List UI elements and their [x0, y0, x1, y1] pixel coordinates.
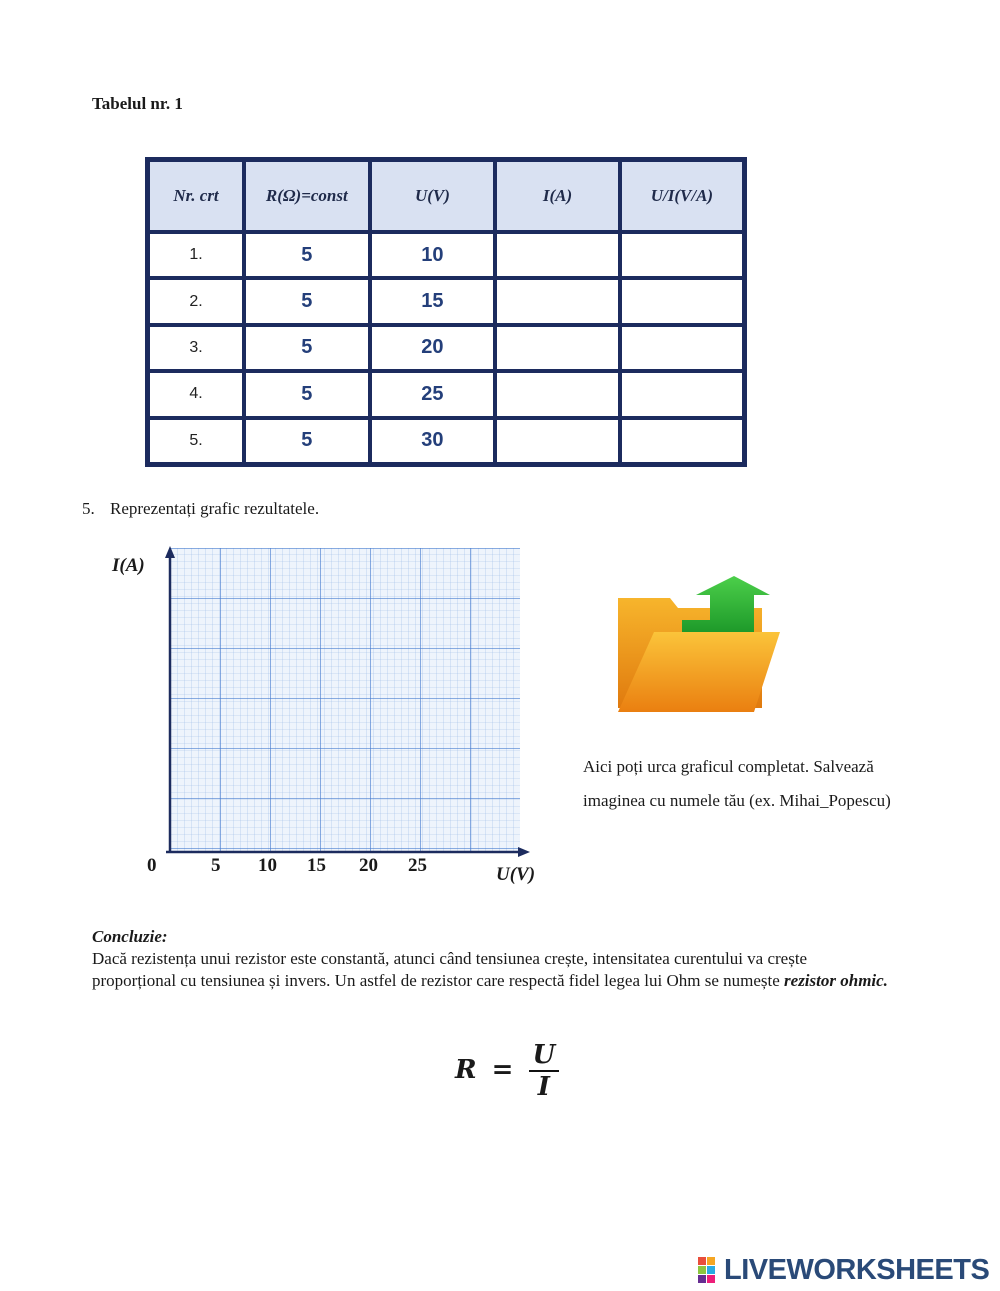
- current-input[interactable]: [495, 371, 620, 417]
- task-number: 5.: [82, 499, 95, 518]
- row-number: 5.: [148, 418, 244, 465]
- formula-equals: =: [491, 1055, 514, 1085]
- upload-line: Aici poți urca graficul completat. Salvează: [583, 757, 874, 776]
- conclusion-body: Dacă rezistența unui rezistor este constantă, atunci când tensiunea crește, intensitatea curentului va crește proporțional cu tensiunea și invers. Un astfel de rezistor care respectă fidel legea lui Ohm se numește: [92, 949, 808, 990]
- ratio-input[interactable]: [620, 232, 745, 278]
- header-ratio: U/I(V/A): [620, 160, 745, 233]
- logo-mark-icon: [698, 1257, 724, 1283]
- resistance-value: 5: [244, 325, 370, 371]
- data-table: [145, 157, 747, 467]
- ohm-formula: [455, 1040, 559, 1102]
- logo-text: LIVEWORKSHEETS: [724, 1253, 990, 1286]
- table-row: [148, 325, 745, 371]
- task-text: Reprezentați grafic rezultatele.: [110, 499, 320, 518]
- resistance-value: 5: [244, 232, 370, 278]
- voltage-value: 15: [370, 278, 496, 324]
- resistance-value: 5: [244, 278, 370, 324]
- folder-upload-icon[interactable]: [612, 560, 787, 730]
- formula-denominator: I: [537, 1072, 550, 1102]
- resistance-value: 5: [244, 418, 370, 465]
- table-title: Tabelul nr. 1: [92, 94, 183, 113]
- ratio-input[interactable]: [620, 371, 745, 417]
- x-tick-label: 10: [258, 855, 277, 876]
- table-row: [148, 232, 745, 278]
- header-voltage: U(V): [370, 160, 496, 233]
- voltage-value: 20: [370, 325, 496, 371]
- table-header-row: [148, 160, 745, 233]
- x-axis-label: U(V): [496, 864, 536, 885]
- x-axis-arrow: [518, 847, 530, 857]
- task-5: [82, 499, 319, 519]
- table-row: [148, 418, 745, 465]
- formula-lhs: R: [455, 1055, 477, 1085]
- row-number: 2.: [148, 278, 244, 324]
- header-resistance: R(Ω)=const: [244, 160, 370, 233]
- row-number: 4.: [148, 371, 244, 417]
- current-input[interactable]: [495, 418, 620, 465]
- resistance-value: 5: [244, 371, 370, 417]
- liveworksheets-logo: [698, 1255, 989, 1285]
- conclusion-title: Concluzie:: [92, 927, 168, 946]
- table-row: [148, 278, 745, 324]
- current-input[interactable]: [495, 232, 620, 278]
- voltage-value: 10: [370, 232, 496, 278]
- table-row: [148, 371, 745, 417]
- conclusion-text: [92, 948, 892, 992]
- ratio-input[interactable]: [620, 325, 745, 371]
- formula-fraction: [529, 1040, 560, 1102]
- conclusion-emphasis: rezistor ohmic.: [784, 971, 888, 990]
- origin-label: 0: [147, 855, 157, 876]
- y-axis-label: I(A): [112, 555, 145, 576]
- grid-major: [170, 548, 520, 853]
- conclusion: [92, 926, 892, 992]
- graph-paper[interactable]: [100, 540, 550, 890]
- x-tick-label: 5: [211, 855, 221, 876]
- row-number: 3.: [148, 325, 244, 371]
- upload-line: imaginea cu numele tău (ex. Mihai_Popescu): [583, 791, 891, 810]
- ratio-input[interactable]: [620, 278, 745, 324]
- x-tick-label: 20: [359, 855, 378, 876]
- current-input[interactable]: [495, 278, 620, 324]
- x-tick-label: 15: [307, 855, 326, 876]
- current-input[interactable]: [495, 325, 620, 371]
- upload-instructions: [583, 750, 983, 818]
- x-tick-label: 25: [408, 855, 427, 876]
- row-number: 1.: [148, 232, 244, 278]
- voltage-value: 25: [370, 371, 496, 417]
- header-current: I(A): [495, 160, 620, 233]
- header-nr-crt: Nr. crt: [148, 160, 244, 233]
- voltage-value: 30: [370, 418, 496, 465]
- ratio-input[interactable]: [620, 418, 745, 465]
- formula-numerator: U: [529, 1040, 560, 1072]
